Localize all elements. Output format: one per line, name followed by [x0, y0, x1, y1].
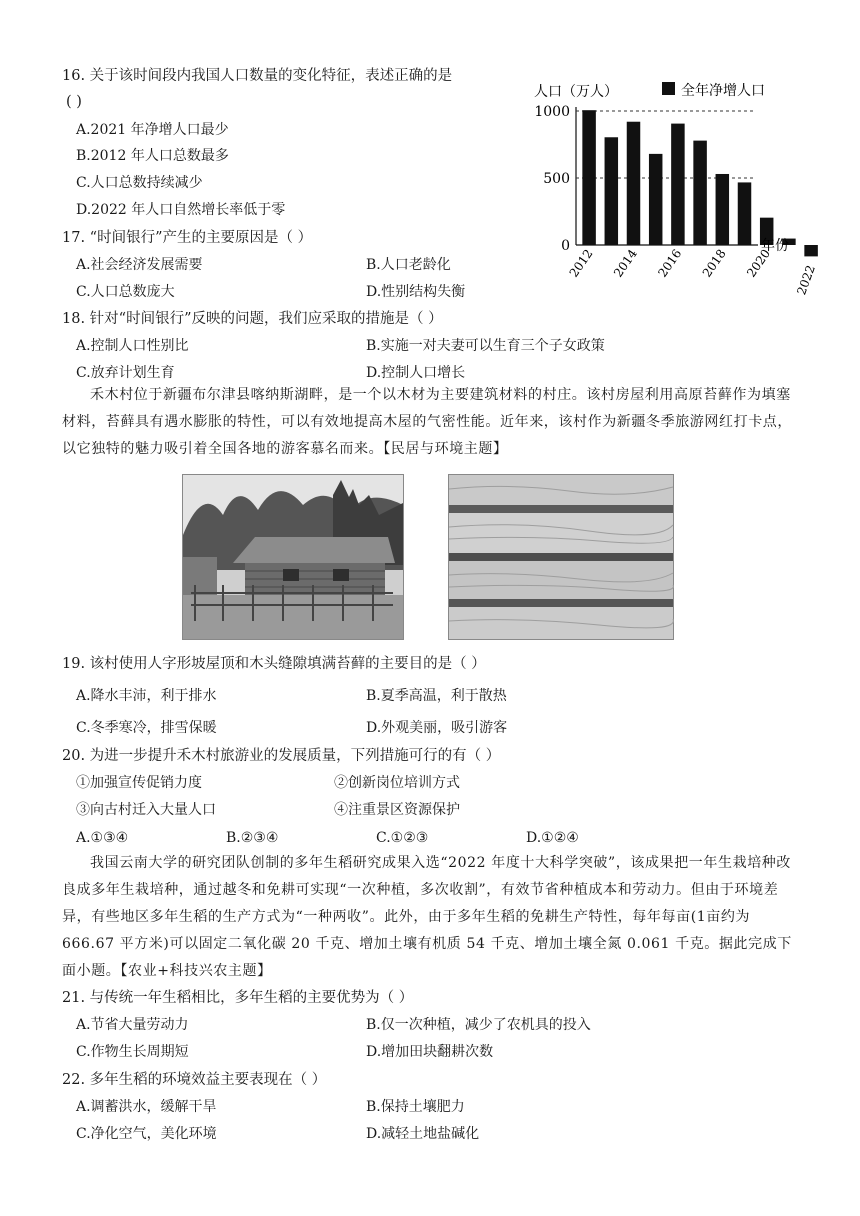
x-tick-label: 2022 [794, 263, 818, 297]
q20-item-2: ②创新岗位培训方式 [334, 775, 460, 791]
q16-option-b: B.2012 年人口总数最多 [76, 148, 229, 164]
q21-stem: 21. 与传统一年生稻相比，多年生稻的主要优势为（ ） [62, 990, 414, 1006]
chart-y-axis-label: 人口（万人） [534, 84, 618, 100]
population-chart [520, 70, 818, 297]
q20-item-1: ①加强宣传促销力度 [76, 775, 202, 791]
log-cabin-photo [182, 474, 404, 640]
q21-option-c: C.作物生长周期短 [76, 1044, 189, 1060]
log-wall-moss-photo [448, 474, 674, 640]
q20-option-b: B.②③④ [226, 830, 279, 846]
q19-option-b: B.夏季高温，利于散热 [366, 688, 507, 704]
bar-2014 [627, 122, 641, 245]
chart-x-axis-label: 年份 [761, 238, 789, 254]
x-tick-label: 2018 [699, 246, 729, 280]
hemu-village-passage: 禾木村位于新疆布尔津县喀纳斯湖畔，是一个以木材为主要建筑材料的村庄。该村房屋利用高原苔藓作为填塞材料，苔藓具有遇水膨胀的特性，可以有效地提高木屋的气密性能。近年来，该村作为新疆冬季旅游网红打卡点，以它独特的魅力吸引着全国各地的游客慕名而来。【民居与环境主题】 [62, 387, 792, 457]
q16-answer-blank: ( ) [66, 94, 82, 110]
q22-option-a: A.调蓄洪水，缓解干旱 [76, 1099, 217, 1115]
q19-option-c: C.冬季寒冷，排雪保暖 [76, 720, 217, 736]
q20-stem: 20. 为进一步提升禾木村旅游业的发展质量，下列措施可行的有（ ） [62, 748, 501, 764]
q16-option-a: A.2021 年净增人口最少 [76, 122, 229, 138]
x-tick-label: 2012 [566, 246, 596, 280]
q19-stem: 19. 该村使用人字形坡屋顶和木头缝隙填满苔藓的主要目的是（ ） [62, 656, 486, 672]
perennial-rice-passage: 我国云南大学的研究团队创制的多年生稻研究成果入选“2022 年度十大科学突破”，该成果把一年生栽培种改良成多年生栽培种，通过越冬和免耕可实现“一次种植，多次收割”，有效节省种植成本和劳动力。但由于环境差异，有些地区多年生稻的生产方式为“一种两收”。此外，由于多年生稻的免耕生产特性，每年每亩(1亩约为 666.67 平方米)可以固定二氧化碳 20 千克、增加土壤有机质 54 千克、增加土壤全氮 0.061 千克。据此完成下面小题。【农业+科技兴农主题】 [62, 855, 792, 979]
q20-option-c: C.①②③ [376, 830, 429, 846]
q22-option-b: B.保持土壤肥力 [366, 1099, 465, 1115]
q17-option-d: D.性别结构失衡 [366, 284, 466, 300]
q18-stem: 18. 针对“时间银行”反映的问题，我们应采取的措施是（ ） [62, 311, 443, 327]
x-tick-label: 2016 [655, 246, 685, 280]
bar-2019 [738, 182, 752, 245]
q19-option-a: A.降水丰沛，利于排水 [76, 688, 217, 704]
y-tick-label: 500 [543, 171, 570, 187]
q16-stem: 16. 关于该时间段内我国人口数量的变化特征，表述正确的是 [62, 68, 453, 84]
q17-stem: 17. “时间银行”产生的主要原因是（ ） [62, 230, 313, 246]
q22-stem: 22. 多年生稻的环境效益主要表现在（ ） [62, 1072, 327, 1088]
q21-option-b: B.仅一次种植，减少了农机具的投入 [366, 1017, 591, 1033]
q21-option-a: A.节省大量劳动力 [76, 1017, 189, 1033]
q16-option-d: D.2022 年人口自然增长率低于零 [76, 202, 286, 218]
x-tick-label: 2014 [610, 246, 640, 280]
q20-item-3: ③向古村迁入大量人口 [76, 802, 216, 818]
q21-option-d: D.增加田块翻耕次数 [366, 1044, 494, 1060]
chart-legend-label: 全年净增人口 [681, 83, 765, 99]
bar-2017 [693, 141, 707, 245]
x-tick-label: 2020 [744, 246, 774, 280]
q22-option-d: D.减轻土地盐碱化 [366, 1126, 480, 1142]
bar-2015 [649, 154, 663, 245]
q20-option-a: A.①③④ [76, 830, 129, 846]
bar-2012 [582, 110, 596, 245]
q18-option-d: D.控制人口增长 [366, 365, 466, 381]
q18-option-b: B.实施一对夫妻可以生育三个子女政策 [366, 338, 605, 354]
bar-2016 [671, 124, 685, 245]
y-tick-label: 1000 [534, 104, 570, 120]
q18-option-c: C.放弃计划生育 [76, 365, 175, 381]
q18-option-a: A.控制人口性别比 [76, 338, 189, 354]
q22-option-c: C.净化空气，美化环境 [76, 1126, 217, 1142]
q20-item-4: ④注重景区资源保护 [334, 802, 460, 818]
bar-2013 [605, 137, 619, 245]
legend-swatch [662, 82, 675, 95]
q20-option-d: D.①②④ [526, 830, 579, 846]
q17-option-a: A.社会经济发展需要 [76, 257, 203, 273]
y-tick-label: 0 [561, 238, 570, 254]
bar-2018 [716, 174, 730, 245]
q19-option-d: D.外观美丽，吸引游客 [366, 720, 508, 736]
q16-option-c: C.人口总数持续减少 [76, 175, 203, 191]
bar-2022 [804, 245, 818, 256]
q17-option-b: B.人口老龄化 [366, 257, 451, 273]
q17-option-c: C.人口总数庞大 [76, 284, 175, 300]
